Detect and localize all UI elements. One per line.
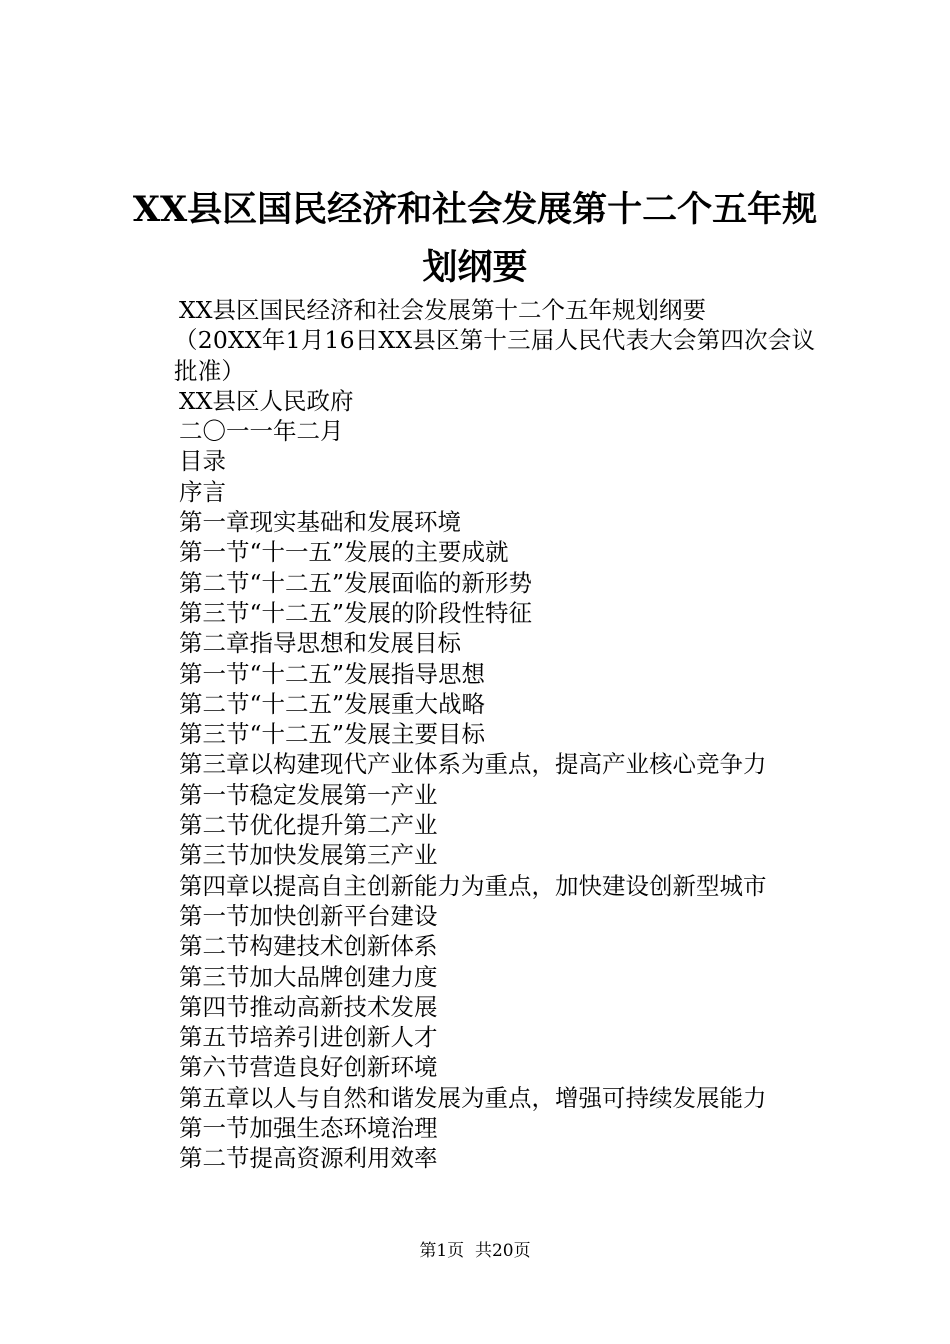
toc-item: 第一章现实基础和发展环境 [179, 508, 461, 537]
toc-item: 第四节推动高新技术发展 [179, 992, 438, 1021]
toc-item: 第一节稳定发展第一产业 [179, 780, 438, 809]
toc-item: 第五章以人与自然和谐发展为重点，增强可持续发展能力 [179, 1083, 767, 1112]
toc-item: 第一节加强生态环境治理 [179, 1114, 438, 1143]
toc-item: 第二节优化提升第二产业 [179, 811, 438, 840]
toc-item: 第三节加快发展第三产业 [179, 841, 438, 870]
toc-item: 第一节“十二五”发展指导思想 [179, 659, 486, 688]
toc-item: 第一节“十一五”发展的主要成就 [179, 538, 509, 567]
document-body [130, 295, 830, 1174]
toc-item: 第二节提高资源利用效率 [179, 1144, 438, 1173]
subtitle: XX县区国民经济和社会发展第十二个五年规划纲要 [179, 296, 706, 324]
toc-item: 第三节加大品牌创建力度 [179, 962, 438, 991]
toc-item: 第三章以构建现代产业体系为重点，提高产业核心竞争力 [179, 750, 767, 779]
toc-item: 第三节“十二五”发展的阶段性特征 [179, 598, 533, 627]
approval-note: （20XX年1月16日XX县区第十三届人民代表大会第四次会议批准） [174, 326, 816, 385]
toc-item: 第六节营造良好创新环境 [179, 1053, 438, 1082]
issue-date: 二〇一一年二月 [179, 417, 344, 446]
toc-item: 第四章以提高自主创新能力为重点，加快建设创新型城市 [179, 871, 767, 900]
toc-item: 第一节加快创新平台建设 [179, 901, 438, 930]
issuer: XX县区人民政府 [179, 386, 354, 415]
page-footer: 第1页 共20页 [419, 1241, 531, 1261]
toc-item: 第二节“十二五”发展重大战略 [179, 689, 486, 718]
toc-item: 序言 [179, 477, 226, 506]
toc-item: 第三节“十二五”发展主要目标 [179, 720, 486, 749]
document-title-line2: 划纲要 [422, 247, 528, 288]
toc-item: 第二节“十二五”发展面临的新形势 [179, 568, 533, 597]
document-title-line1: XX县区国民经济和社会发展第十二个五年规 [132, 189, 818, 230]
toc-item: 第二节构建技术创新体系 [179, 932, 438, 961]
toc-item: 第五节培养引进创新人才 [179, 1023, 438, 1052]
toc-item: 第二章指导思想和发展目标 [179, 629, 461, 658]
toc-heading: 目录 [179, 447, 226, 476]
